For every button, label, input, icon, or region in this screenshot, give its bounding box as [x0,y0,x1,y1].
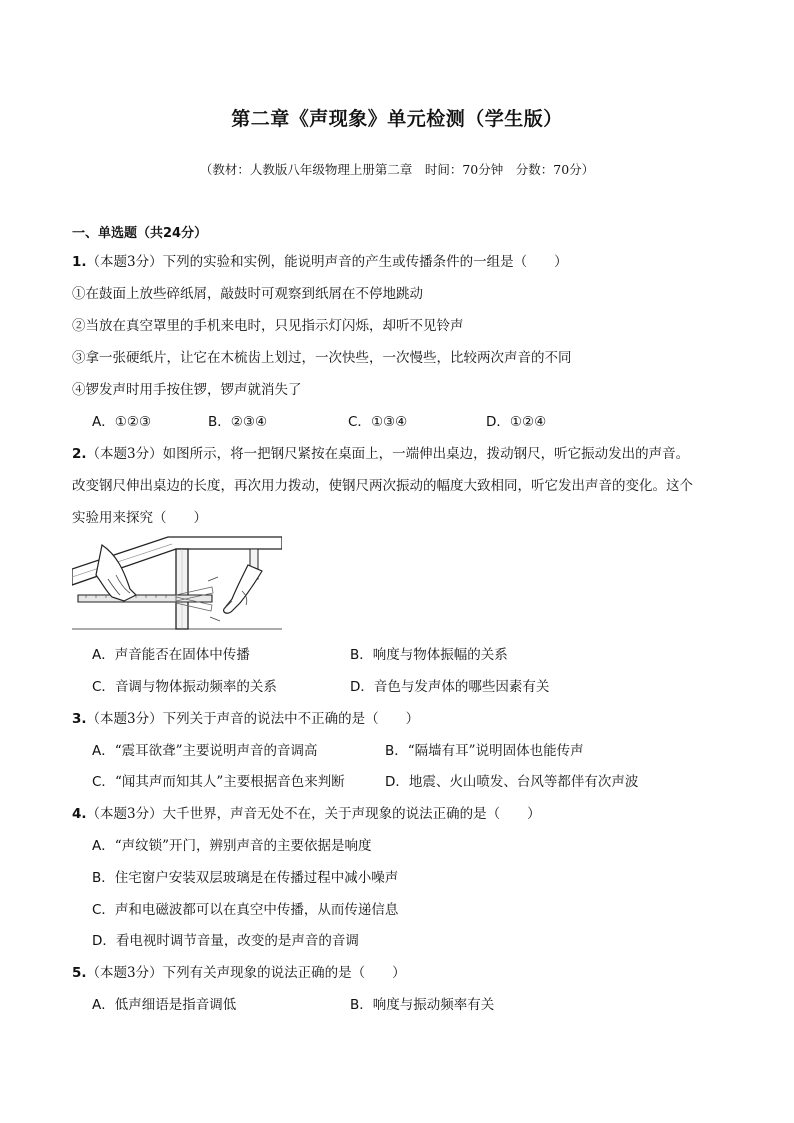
option-text: 响度与物体振幅的关系 [372,647,508,663]
question-text: （本题3分）下列的实验和实例，能说明声音的产生或传播条件的一组是（ ） [86,254,568,270]
option-key: D． [486,414,510,430]
question-1-option-b [208,410,267,430]
question-1-stem [72,250,568,270]
option-key: D． [385,774,409,790]
option-key: A． [92,414,115,430]
question-number: 2. [72,446,87,462]
question-number: 1. [72,254,87,270]
option-text: 地震、火山喷发、台风等都伴有次声波 [408,774,639,790]
question-text: （本题3分）如图所示，将一把钢尺紧按在桌面上，一端伸出桌边，拨动钢尺，听它振动发出的声音。 [86,446,690,462]
question-4-option-d [92,929,359,949]
option-text: 音调与物体振动频率的关系 [114,679,277,695]
question-4-stem [72,802,541,822]
option-text: ①②④ [509,414,547,430]
option-text: 低声细语是指音调低 [114,997,237,1013]
option-key: B． [350,997,373,1013]
question-text: （本题3分）下列有关声现象的说法正确的是（ ） [86,965,406,981]
option-key: C． [92,679,115,695]
page-subtitle: （教材：人教版八年级物理上册第二章 时间：70分钟 分数：70分） [199,162,595,177]
option-text: “隔墙有耳”说明固体也能传声 [407,743,584,759]
question-3-option-b [385,739,584,759]
question-2-option-b [350,643,508,663]
option-key: A． [92,997,115,1013]
question-5-stem [72,961,406,981]
question-1-option-a [92,410,151,430]
option-key: A． [92,743,115,759]
option-key: B． [350,647,373,663]
question-2-option-c [92,675,277,695]
option-key: A． [92,838,115,854]
ruler-vibration-figure [72,535,282,630]
question-3-option-a [92,739,318,759]
question-5-option-a [92,993,236,1013]
question-1-option-d [486,410,546,430]
option-text: ②③④ [230,414,268,430]
option-text: 看电视时调节音量，改变的是声音的音调 [115,933,359,949]
option-text: “声纹锁”开门，辨别声音的主要依据是响度 [114,838,372,854]
question-2-stem-line-2: 改变钢尺伸出桌边的长度，再次用力拨动，使钢尺两次振动的幅度大致相同，听它发出声音的变化。这个 [72,478,693,494]
question-text: （本题3分）大千世界，声音无处不在，关于声现象的说法正确的是（ ） [86,806,541,822]
question-number: 5. [72,965,87,981]
question-2-stem-line-3: 实验用来探究（ ） [72,510,207,526]
question-3-option-d [385,770,638,790]
question-4-option-a [92,834,372,854]
question-number: 4. [72,806,87,822]
question-1-statement-3: ③拿一张硬纸片，让它在木梳齿上划过，一次快些，一次慢些，比较两次声音的不同 [72,350,572,366]
option-text: 音色与发声体的哪些因素有关 [373,679,550,695]
section-heading: 一、单选题（共24分） [72,226,208,241]
option-key: B． [92,870,115,886]
option-key: D． [92,933,116,949]
question-3-option-c [92,770,345,790]
question-2-option-a [92,643,250,663]
option-text: ①③④ [370,414,408,430]
question-4-option-c [92,898,398,918]
question-5-option-b [350,993,494,1013]
option-text: “震耳欲聋”主要说明声音的音调高 [114,743,318,759]
option-key: C． [348,414,371,430]
option-text: 响度与振动频率有关 [372,997,495,1013]
option-key: B． [385,743,408,759]
option-key: D． [350,679,374,695]
question-2-option-d [350,675,549,695]
option-text: “闻其声而知其人”主要根据音色来判断 [114,774,345,790]
question-1-statement-2: ②当放在真空罩里的手机来电时，只见指示灯闪烁，却听不见铃声 [72,318,464,334]
option-text: 声音能否在固体中传播 [114,647,250,663]
question-1-statement-1: ①在鼓面上放些碎纸屑，敲鼓时可观察到纸屑在不停地跳动 [72,286,423,302]
question-1-option-c [348,410,407,430]
option-key: A． [92,647,115,663]
option-text: 声和电磁波都可以在真空中传播，从而传递信息 [114,902,399,918]
question-1-statement-4: ④锣发声时用手按住锣，锣声就消失了 [72,382,302,398]
question-3-stem [72,707,419,727]
option-text: 住宅窗户安装双层玻璃是在传播过程中减小噪声 [114,870,399,886]
option-key: C． [92,774,115,790]
question-text: （本题3分）下列关于声音的说法中不正确的是（ ） [86,711,420,727]
question-2-stem-line-1 [72,442,689,462]
page-title: 第二章《声现象》单元检测（学生版） [231,108,563,130]
option-key: B． [208,414,231,430]
option-key: C． [92,902,115,918]
question-4-option-b [92,866,398,886]
question-number: 3. [72,711,87,727]
option-text: ①②③ [114,414,152,430]
